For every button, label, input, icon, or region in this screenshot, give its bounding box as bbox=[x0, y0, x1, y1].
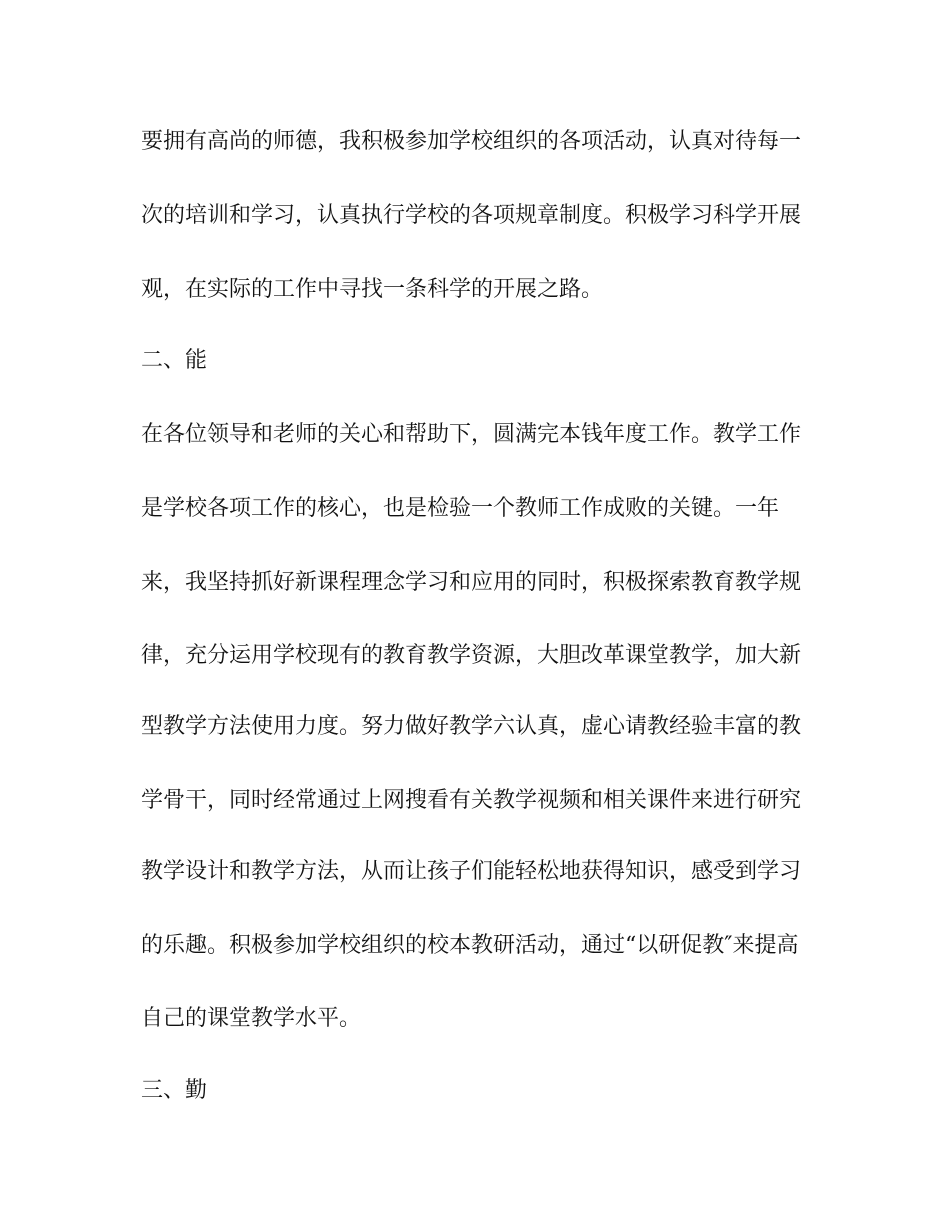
paragraph-line: 自己的课堂教学水平。 bbox=[141, 1006, 362, 1031]
section-heading-neng: 二、能 bbox=[141, 348, 208, 373]
paragraph-line: 型教学方法使用力度。努力做好教学六认真，虚心请教经验丰富的教 bbox=[141, 714, 802, 739]
paragraph-line: 的乐趣。积极参加学校组织的校本教研活动，通过“以研促教″来提高 bbox=[141, 933, 799, 958]
paragraph-line: 在各位领导和老师的关心和帮助下，圆满完本钱年度工作。教学工作 bbox=[141, 422, 802, 447]
paragraph-line: 观，在实际的工作中寻找一条科学的开展之路。 bbox=[141, 277, 604, 302]
paragraph-line: 律，充分运用学校现有的教育教学资源，大胆改革课堂教学，加大新 bbox=[141, 643, 802, 668]
section-heading-qin: 三、勤 bbox=[141, 1078, 208, 1103]
paragraph-line: 次的培训和学习，认真执行学校的各项规章制度。积极学习科学开展 bbox=[141, 203, 802, 228]
paragraph-line: 学骨干，同时经常通过上网搜看有关教学视频和相关课件来进行研究 bbox=[141, 788, 802, 813]
paragraph-line: 要拥有高尚的师德，我积极参加学校组织的各项活动，认真对待每一 bbox=[141, 129, 802, 154]
paragraph-line: 教学设计和教学方法，从而让孩子们能轻松地获得知识，感受到学习 bbox=[141, 859, 802, 884]
paragraph-line: 是学校各项工作的核心，也是检验一个教师工作成败的关键。一年 bbox=[141, 496, 780, 521]
paragraph-line: 来，我坚持抓好新课程理念学习和应用的同时，积极探索教育教学规 bbox=[141, 570, 802, 595]
